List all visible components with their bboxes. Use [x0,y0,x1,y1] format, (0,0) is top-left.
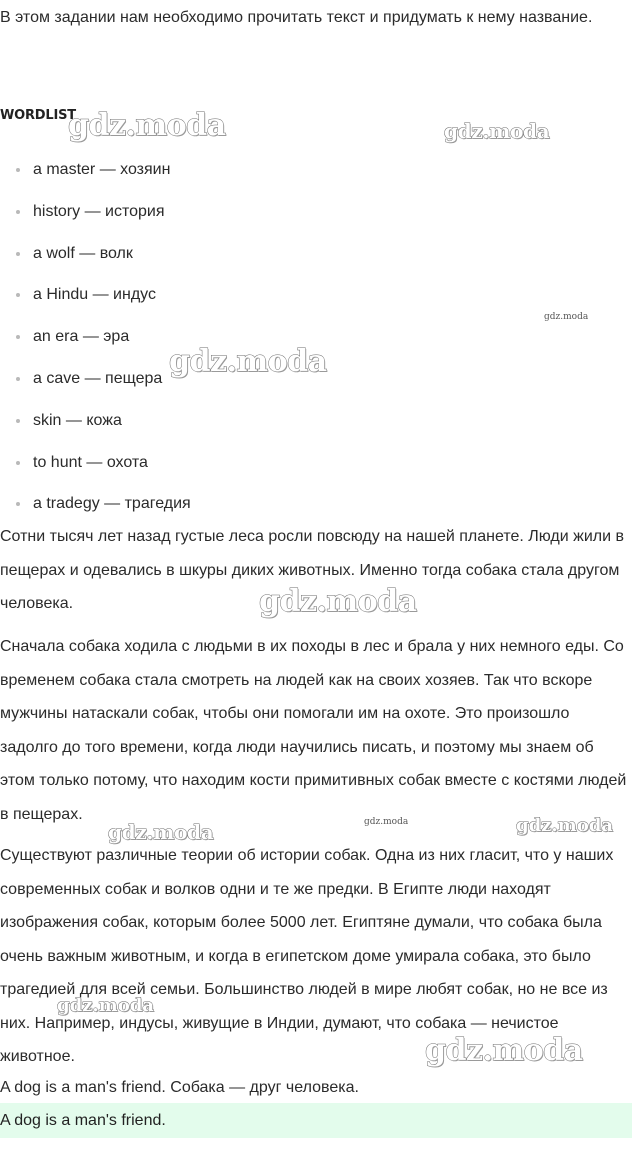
watermark: gdz.moda [68,108,226,143]
watermark: gdz.moda [108,820,214,844]
watermark: gdz.moda [57,995,154,1016]
watermark: gdz.moda [544,312,589,322]
wordlist [0,152,191,528]
paragraph-2: Сначала собака ходила с людьми в их походы в лес и брала у них немного еды. Со временем собака стала смотреть на людей как на своих хозяев. Так что вскоре мужчины натаскали собак, чтобы они помогали им на охоте. Это произошло задолго до того времени, когда люди научились писать, и поэтому мы знаем об этом только потому, что находим кости примитивных собак вместе с костями людей в пещерах. [0,638,627,823]
paragraph-1: Сотни тысяч лет назад густые леса росли повсюду на нашей планете. Люди жили в пещерах и одевались в шкуры диких животных. Именно тогда собака стала другом человека. [0,528,624,612]
list-item: a Hindu — индус [0,277,191,319]
watermark: gdz.moda [425,1033,583,1068]
watermark: gdz.moda [169,344,327,379]
watermark: gdz.moda [364,817,409,827]
paragraph-4: A dog is a man's friend. Собака — друг человека. [0,1079,359,1096]
watermark: gdz.moda [444,119,550,143]
list-item: a wolf — волк [0,236,191,278]
list-item: history — история [0,194,191,236]
list-item: to hunt — охота [0,445,191,487]
list-item: a master — хозяин [0,152,191,194]
answer-box: A dog is a man's friend. [0,1103,632,1138]
list-item: an era — эра [0,319,191,361]
watermark: gdz.moda [259,584,417,619]
list-item: skin — кожа [0,403,191,445]
wordlist-title: WORDLIST [0,108,76,123]
paragraph-3: Существуют различные теории об истории собак. Одна из них гласит, что у наших современных собак и волков одни и те же предки. В Египте люди находят изображения собак, которым более 5000 лет. Египтяне думали, что собака была очень важным животным, и когда в египетском доме умирала собака, это было трагедией для всей семьи. Большинство людей в мире любят собак, но не все из них. Например, индусы, живущие в Индии, думают, что собака — нечистое животное. [0,847,614,1065]
list-item: a cave — пещера [0,361,191,403]
intro-text: В этом задании нам необходимо прочитать текст и придумать к нему название. [0,9,593,26]
list-item: a tradegy — трагедия [0,486,191,528]
watermark: gdz.moda [516,815,613,836]
